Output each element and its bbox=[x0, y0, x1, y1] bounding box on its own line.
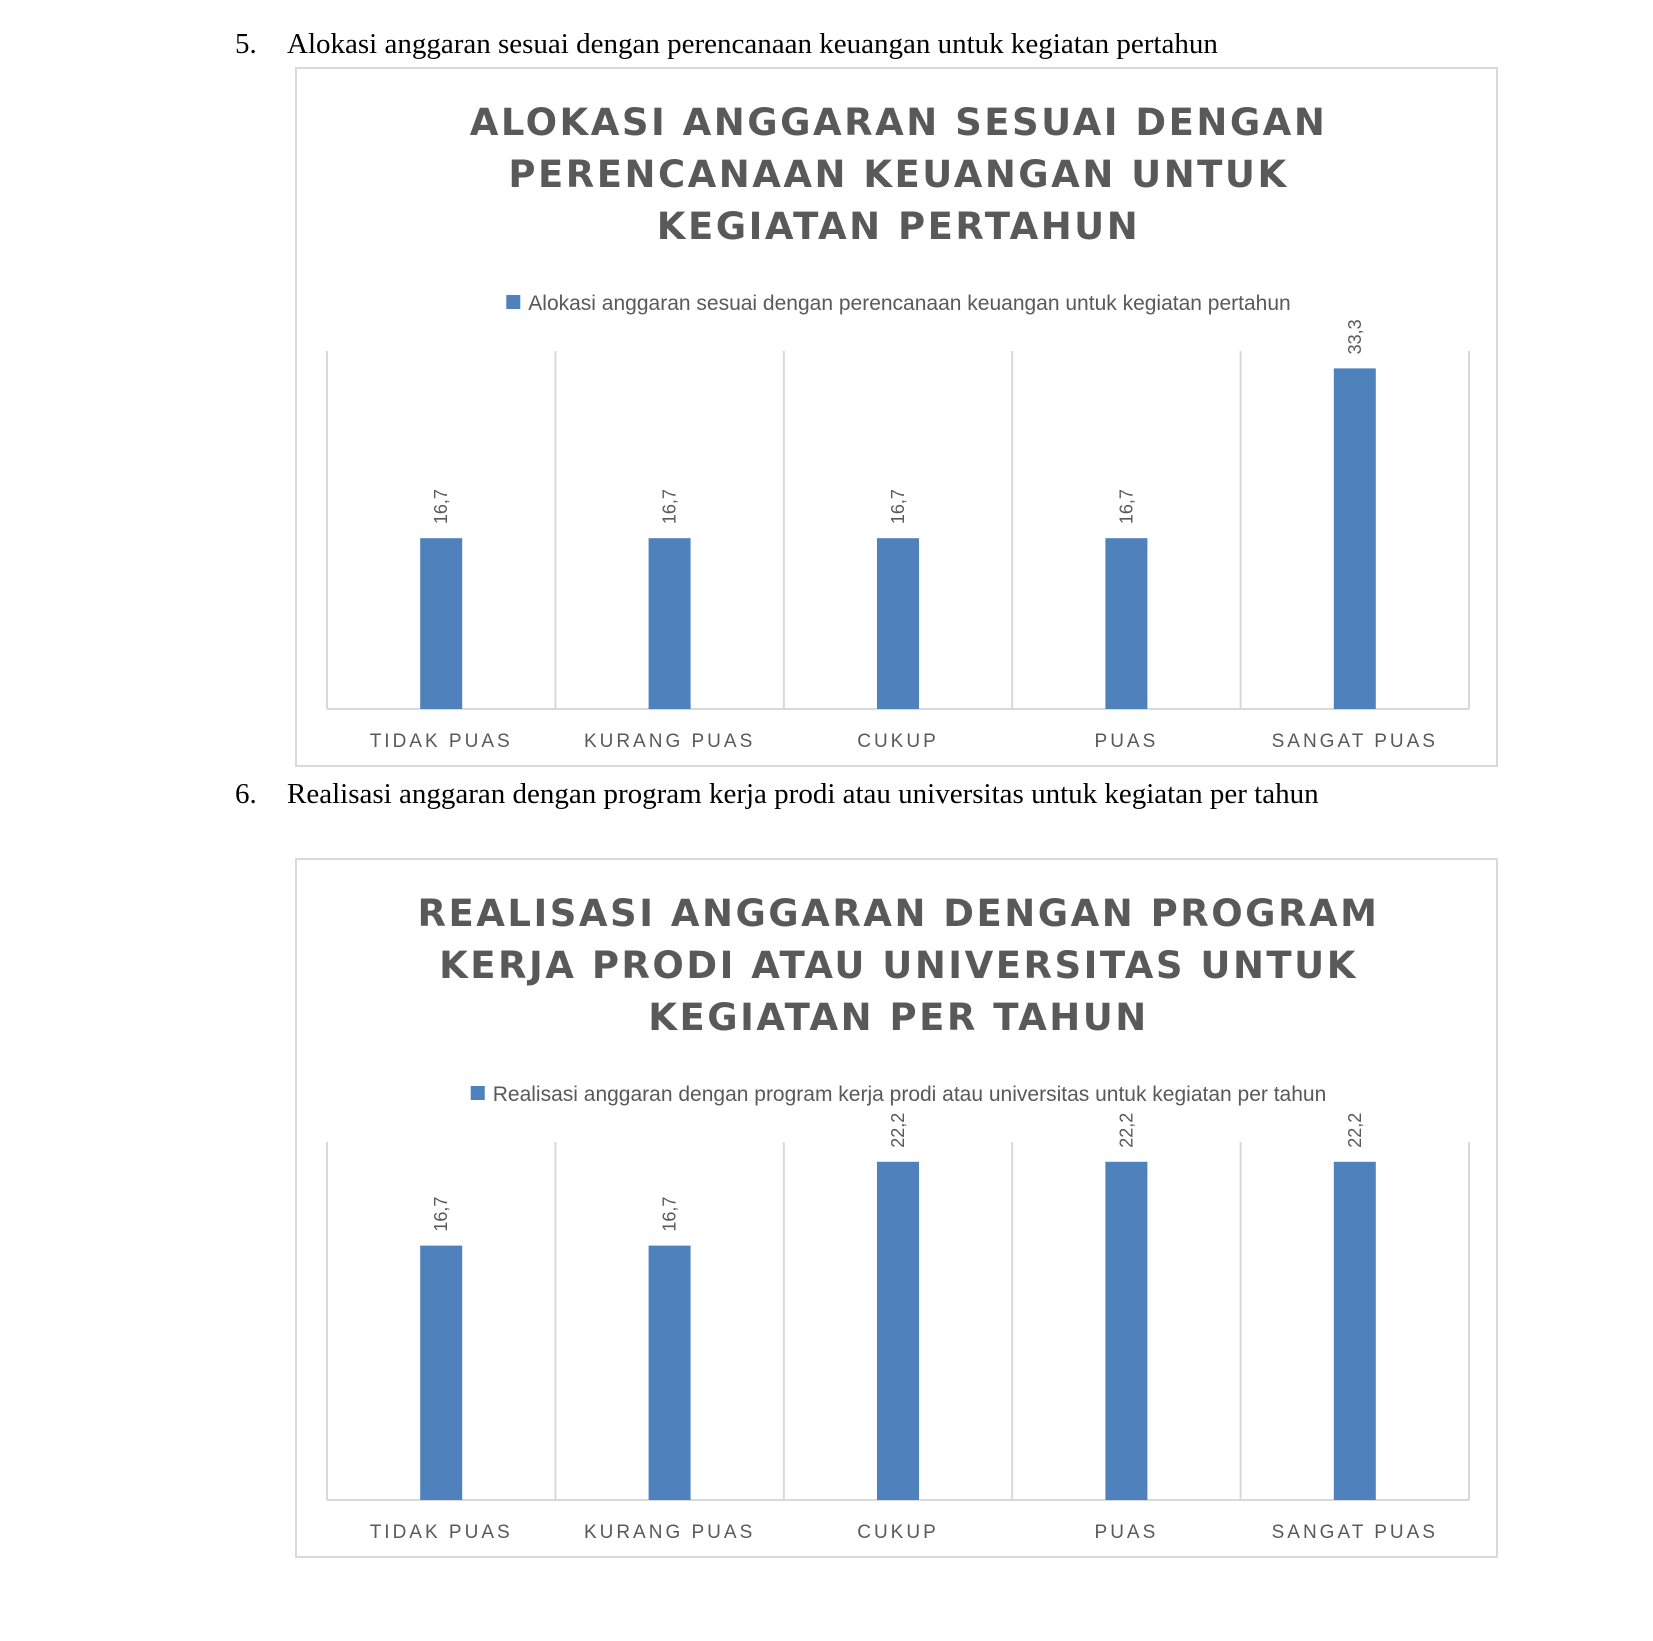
bar bbox=[1105, 1162, 1147, 1500]
category-label: CUKUP bbox=[857, 731, 939, 752]
item-number: 6. bbox=[235, 778, 257, 810]
category-label: SANGAT PUAS bbox=[1271, 731, 1438, 752]
category-label: TIDAK PUAS bbox=[369, 731, 513, 752]
chart-title-line: KEGIATAN PERTAHUN bbox=[656, 205, 1141, 248]
bar bbox=[877, 538, 919, 709]
category-label: KURANG PUAS bbox=[583, 731, 756, 752]
data-label: 22,2 bbox=[1116, 1112, 1137, 1148]
data-label: 22,2 bbox=[1344, 1112, 1365, 1148]
chart-2-svg bbox=[297, 860, 1500, 1560]
bar bbox=[1334, 1162, 1376, 1500]
category-label: PUAS bbox=[1094, 1522, 1159, 1543]
item-number: 5. bbox=[235, 28, 257, 60]
legend-label: Realisasi anggaran dengan program kerja prodi atau universitas untuk kegiatan per tahun bbox=[492, 1083, 1327, 1106]
legend-swatch bbox=[506, 295, 520, 309]
category-label: PUAS bbox=[1094, 731, 1159, 752]
chart-2 bbox=[295, 858, 1498, 1558]
bar bbox=[420, 1246, 462, 1500]
bar bbox=[420, 538, 462, 709]
chart-1-svg bbox=[297, 69, 1500, 769]
chart-1 bbox=[295, 67, 1498, 767]
data-label: 16,7 bbox=[431, 489, 452, 525]
bar bbox=[877, 1162, 919, 1500]
bar bbox=[649, 1246, 691, 1500]
category-label: KURANG PUAS bbox=[583, 1522, 756, 1543]
data-label: 16,7 bbox=[431, 1196, 452, 1232]
bar bbox=[649, 538, 691, 709]
category-label: CUKUP bbox=[857, 1522, 939, 1543]
chart-title-line: ALOKASI ANGGARAN SESUAI DENGAN bbox=[469, 101, 1328, 144]
bar bbox=[1334, 368, 1376, 709]
data-label: 16,7 bbox=[659, 1196, 680, 1232]
data-label: 16,7 bbox=[1116, 489, 1137, 525]
category-label: SANGAT PUAS bbox=[1271, 1522, 1438, 1543]
data-label: 33,3 bbox=[1344, 319, 1365, 355]
legend-label: Alokasi anggaran sesuai dengan perencanaan keuangan untuk kegiatan pertahun bbox=[528, 292, 1291, 315]
data-label: 16,7 bbox=[888, 489, 908, 525]
category-label: TIDAK PUAS bbox=[369, 1522, 513, 1543]
chart-title-line: KEGIATAN PER TAHUN bbox=[648, 996, 1149, 1039]
chart-title-line: REALISASI ANGGARAN DENGAN PROGRAM bbox=[417, 892, 1380, 935]
legend-swatch bbox=[471, 1086, 485, 1100]
data-label: 22,2 bbox=[888, 1112, 908, 1148]
item-heading-text: Realisasi anggaran dengan program kerja prodi atau universitas untuk kegiatan per tahun bbox=[287, 778, 1319, 810]
chart-title-line: KERJA PRODI ATAU UNIVERSITAS UNTUK bbox=[439, 944, 1358, 987]
data-label: 16,7 bbox=[659, 489, 680, 525]
chart-title-line: PERENCANAAN KEUANGAN UNTUK bbox=[508, 153, 1289, 196]
bar bbox=[1105, 538, 1147, 709]
item-heading-text: Alokasi anggaran sesuai dengan perencanaan keuangan untuk kegiatan pertahun bbox=[287, 28, 1218, 60]
